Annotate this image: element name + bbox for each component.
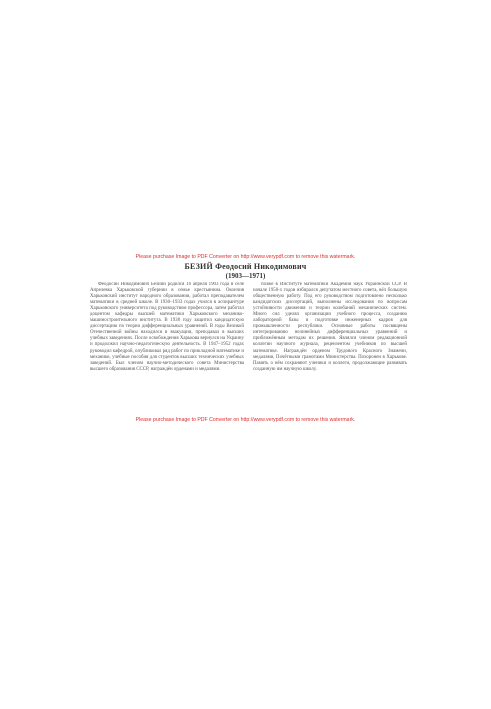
article-column-left xyxy=(90,282,244,418)
article-text-right: позже в Институте математики Академии наук Украинской ССР. В начале 1950-х годов избирался депутатом местного совета, вёл большую общественную работу. Под его руководством подготовлено несколько кандидатских диссертаций, выполнены исследования по вопросам устойчивости движения и теории колебаний механических систем. Много сил уделял организации учебного процесса, созданию лабораторной базы и подготовке инженерных кадров для промышленности республики. Основные работы посвящены интегрированию нелинейных дифференциальных уравнений и приближённым методам их решения. Являлся членом редакционной коллегии научного журнала, рецензентом учебников по высшей математике. Награждён орденом Трудового Красного Знамени, медалями, Почётными грамотами Министерства. Похоронен в Харькове. Память о нём сохраняют ученики и коллеги, продолжающие развивать созданную им научную школу. xyxy=(253,282,407,372)
article-column-right xyxy=(253,282,407,454)
watermark-bottom: Please purchase Image to PDF Converter on http://www.verypdf.com to remove this watermark. xyxy=(135,417,356,423)
article-title: БЕЗИЙ Феодосий Никодимович xyxy=(184,262,307,271)
watermark-top: Please purchase Image to PDF Converter on http://www.verypdf.com to remove this watermark. xyxy=(135,254,356,260)
article-years: (1903—1971) xyxy=(225,272,266,280)
article-text-left: Феодосий Никодимович Безиий родился 16 апреля 1903 года в селе Апрелевка Харьковской губернии в семье крестьянина. Окончив Харьковский институт народного образования, работал преподавателем математики в средней школе. В 1930–1933 годах учился в аспирантуре Харьковского университета под руководством профессора, затем работал доцентом кафедры высшей математики Харьковского механико-машиностроительного института. В 1938 году защитил кандидатскую диссертацию по теории дифференциальных уравнений. В годы Великой Отечественной войны находился в эвакуации, преподавал в высших учебных заведениях. После освобождения Харькова вернулся на Украину и продолжил научно-педагогическую деятельность. В 1947–1952 годах руководил кафедрой, опубликовал ряд работ по прикладной математике и механике, учебные пособия для студентов высших технических учебных заведений. Был членом научно-методического совета Министерства высшего образования СССР, награждён орденами и медалями. xyxy=(90,282,244,372)
